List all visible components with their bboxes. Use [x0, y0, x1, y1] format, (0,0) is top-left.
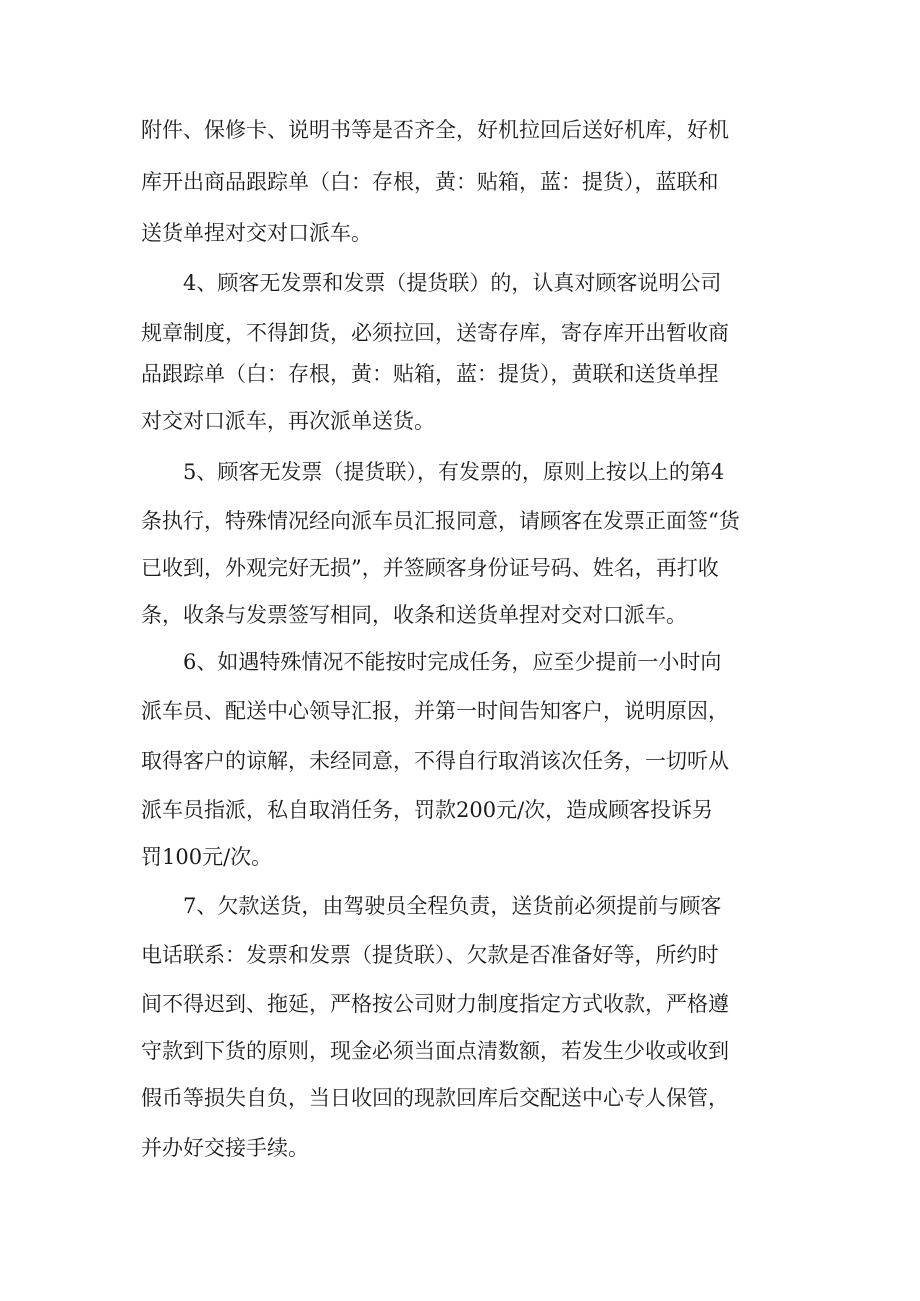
text-line: 条执行，特殊情况经向派车员汇报同意，请顾客在发票正面签“货 — [141, 509, 740, 533]
text-line: 条，收条与发票签写相同，收条和送货单捏对交对口派车。 — [141, 603, 687, 627]
text-line: 罚100元/次。 — [141, 845, 273, 869]
text-line: 品跟踪单（白：存根，黄：贴箱，蓝：提货），黄联和送货单捏 — [141, 362, 719, 386]
text-line: 4、顾客无发票和发票（提货联）的，认真对顾客说明公司 — [141, 271, 722, 295]
text-line: 5、顾客无发票（提货联），有发票的，原则上按以上的第4 — [141, 460, 725, 484]
text-line: 间不得迟到、拖延，严格按公司财力制度指定方式收款，严格遵 — [141, 992, 729, 1016]
text-line: 送货单捏对交对口派车。 — [141, 221, 372, 245]
text-line: 附件、保修卡、说明书等是否齐全，好机拉回后送好机库，好机 — [141, 118, 729, 142]
text-line: 守款到下货的原则，现金必须当面点清数额，若发生少收或收到 — [141, 1039, 729, 1063]
text-line: 派车员指派，私自取消任务，罚款200元/次，造成顾客投诉另 — [141, 798, 714, 822]
text-line: 取得客户的谅解，未经同意，不得自行取消该次任务，一切听从 — [141, 749, 729, 773]
text-line: 派车员、配送中心领导汇报，并第一时间告知客户，说明原因， — [141, 699, 729, 723]
text-line: 对交对口派车，再次派单送货。 — [141, 409, 435, 433]
text-line: 7、欠款送货，由驾驶员全程负责，送货前必须提前与顾客 — [141, 894, 722, 918]
text-line: 并办好交接手续。 — [141, 1136, 309, 1160]
text-line: 规章制度，不得卸货，必须拉回，送寄存库，寄存库开出暂收商 — [141, 321, 729, 345]
text-line: 库开出商品跟踪单（白：存根，黄：贴箱，蓝：提货），蓝联和 — [141, 170, 719, 194]
text-line: 电话联系：发票和发票（提货联）、欠款是否准备好等，所约时 — [141, 943, 719, 967]
text-line: 6、如遇特殊情况不能按时完成任务，应至少提前一小时向 — [141, 650, 722, 674]
text-line: 已收到，外观完好无损”，并签顾客身份证号码、姓名，再打收 — [141, 556, 719, 580]
text-line: 假币等损失自负，当日收回的现款回库后交配送中心专人保管， — [141, 1086, 729, 1110]
